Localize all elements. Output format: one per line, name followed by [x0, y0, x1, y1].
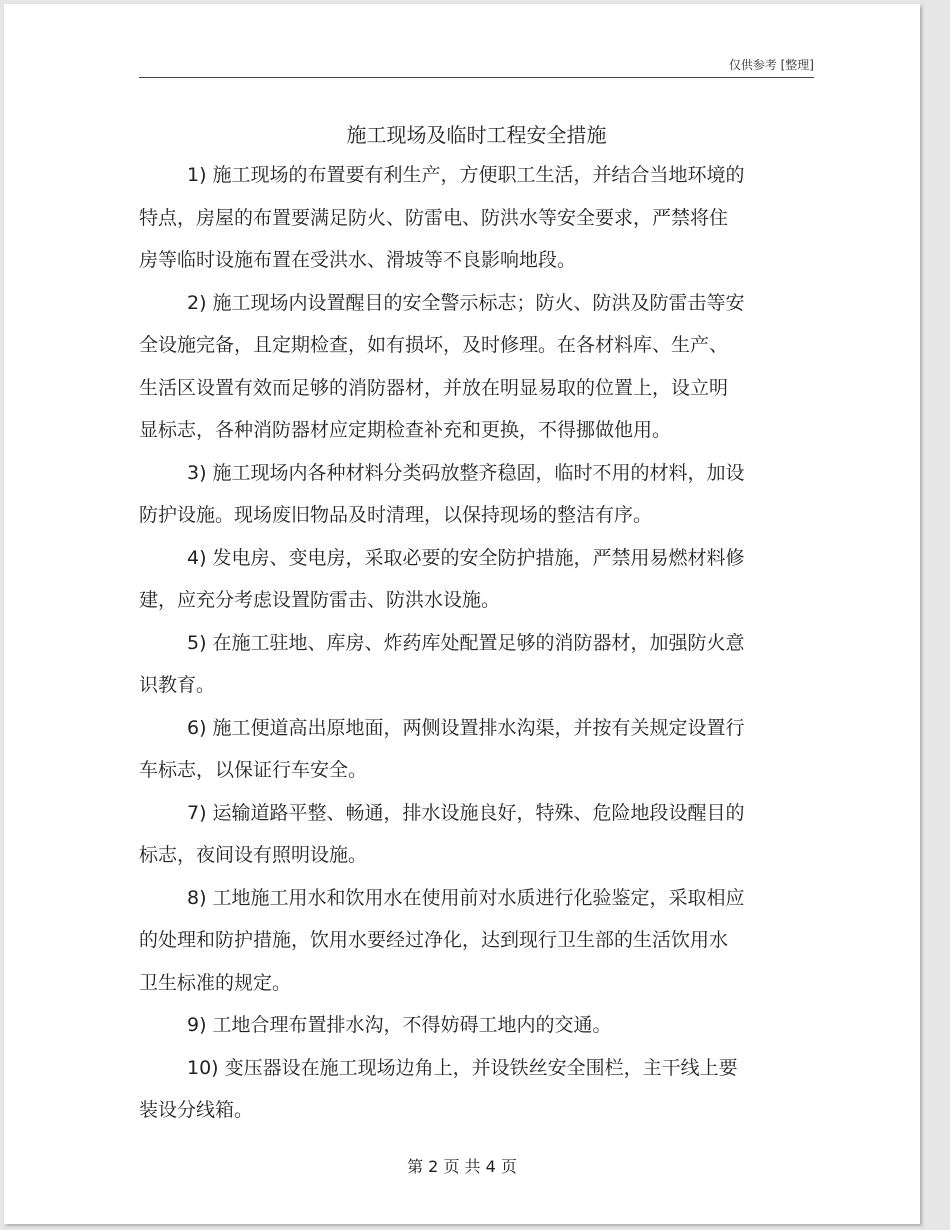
page-footer: 第 2 页 共 4 页 [407, 1157, 517, 1176]
paragraph-line: 显标志，各种消防器材应定期检查补充和更换，不得挪做他用。 [139, 419, 672, 441]
paragraph-line: 识教育。 [139, 674, 216, 696]
paragraph [139, 792, 811, 877]
paragraph-line: 卫生标准的规定。 [139, 971, 292, 994]
paragraph-line: 8) 工地施工用水和饮用水在使用前对水质进行化验鉴定，采取相应 [187, 886, 745, 909]
paragraph [139, 154, 811, 282]
paragraph [139, 452, 811, 537]
paragraph-line: 7) 运输道路平整、畅通，排水设施良好，特殊、危险地段设醒目的 [187, 801, 745, 824]
paragraph-line: 5) 在施工驻地、库房、炸药库处配置足够的消防器材，加强防火意 [187, 631, 745, 654]
paragraph-line: 特点，房屋的布置要满足防火、防雷电、防洪水等安全要求，严禁将住 [139, 206, 729, 229]
paragraph [139, 282, 811, 452]
paragraph-line: 全设施完备，且定期检查，如有损坏，及时修理。在各材料库、生产、 [139, 334, 729, 356]
document-body [139, 154, 811, 1132]
paragraph [139, 1004, 811, 1047]
paragraph-line: 10) 变压器设在施工现场边角上，并设铁丝安全围栏，主干线上要 [187, 1056, 738, 1079]
paragraph-line: 防护设施。现场废旧物品及时清理，以保持现场的整洁有序。 [139, 504, 653, 526]
paragraph [139, 707, 811, 792]
paragraph-line: 3) 施工现场内各种材料分类码放整齐稳固，临时不用的材料，加设 [187, 461, 745, 484]
document-page [4, 4, 920, 1224]
paragraph-line: 6) 施工便道高出原地面，两侧设置排水沟渠，并按有关规定设置行 [187, 716, 745, 739]
paragraph [139, 537, 811, 622]
paragraph-line: 房等临时设施布置在受洪水、滑坡等不良影响地段。 [139, 249, 577, 271]
paragraph-line: 2) 施工现场内设置醒目的安全警示标志；防火、防洪及防雷击等安 [187, 291, 745, 314]
paragraph-line: 车标志，以保证行车安全。 [139, 759, 368, 781]
paragraph-line: 标志，夜间设有照明设施。 [139, 844, 368, 866]
paragraph [139, 622, 811, 707]
paragraph-line: 4) 发电房、变电房，采取必要的安全防护措施，严禁用易燃材料修 [187, 546, 745, 569]
paragraph-line: 生活区设置有效而足够的消防器材，并放在明显易取的位置上，设立明 [139, 376, 729, 399]
header-rule [139, 77, 814, 78]
paragraph-line: 9) 工地合理布置排水沟，不得妨碍工地内的交通。 [187, 1014, 612, 1036]
paragraph [139, 1047, 811, 1132]
paragraph [139, 877, 811, 1005]
paragraph-line: 的处理和防护措施，饮用水要经过净化，达到现行卫生部的生活饮用水 [139, 929, 729, 951]
document-title: 施工现场及临时工程安全措施 [346, 123, 607, 147]
header-note: 仅供参考 [整理] [728, 58, 814, 72]
paragraph-line: 建，应充分考虑设置防雷击、防洪水设施。 [139, 589, 501, 611]
paragraph-line: 装设分线箱。 [139, 1099, 254, 1121]
paragraph-line: 1) 施工现场的布置要有利生产，方便职工生活，并结合当地环境的 [187, 164, 745, 186]
